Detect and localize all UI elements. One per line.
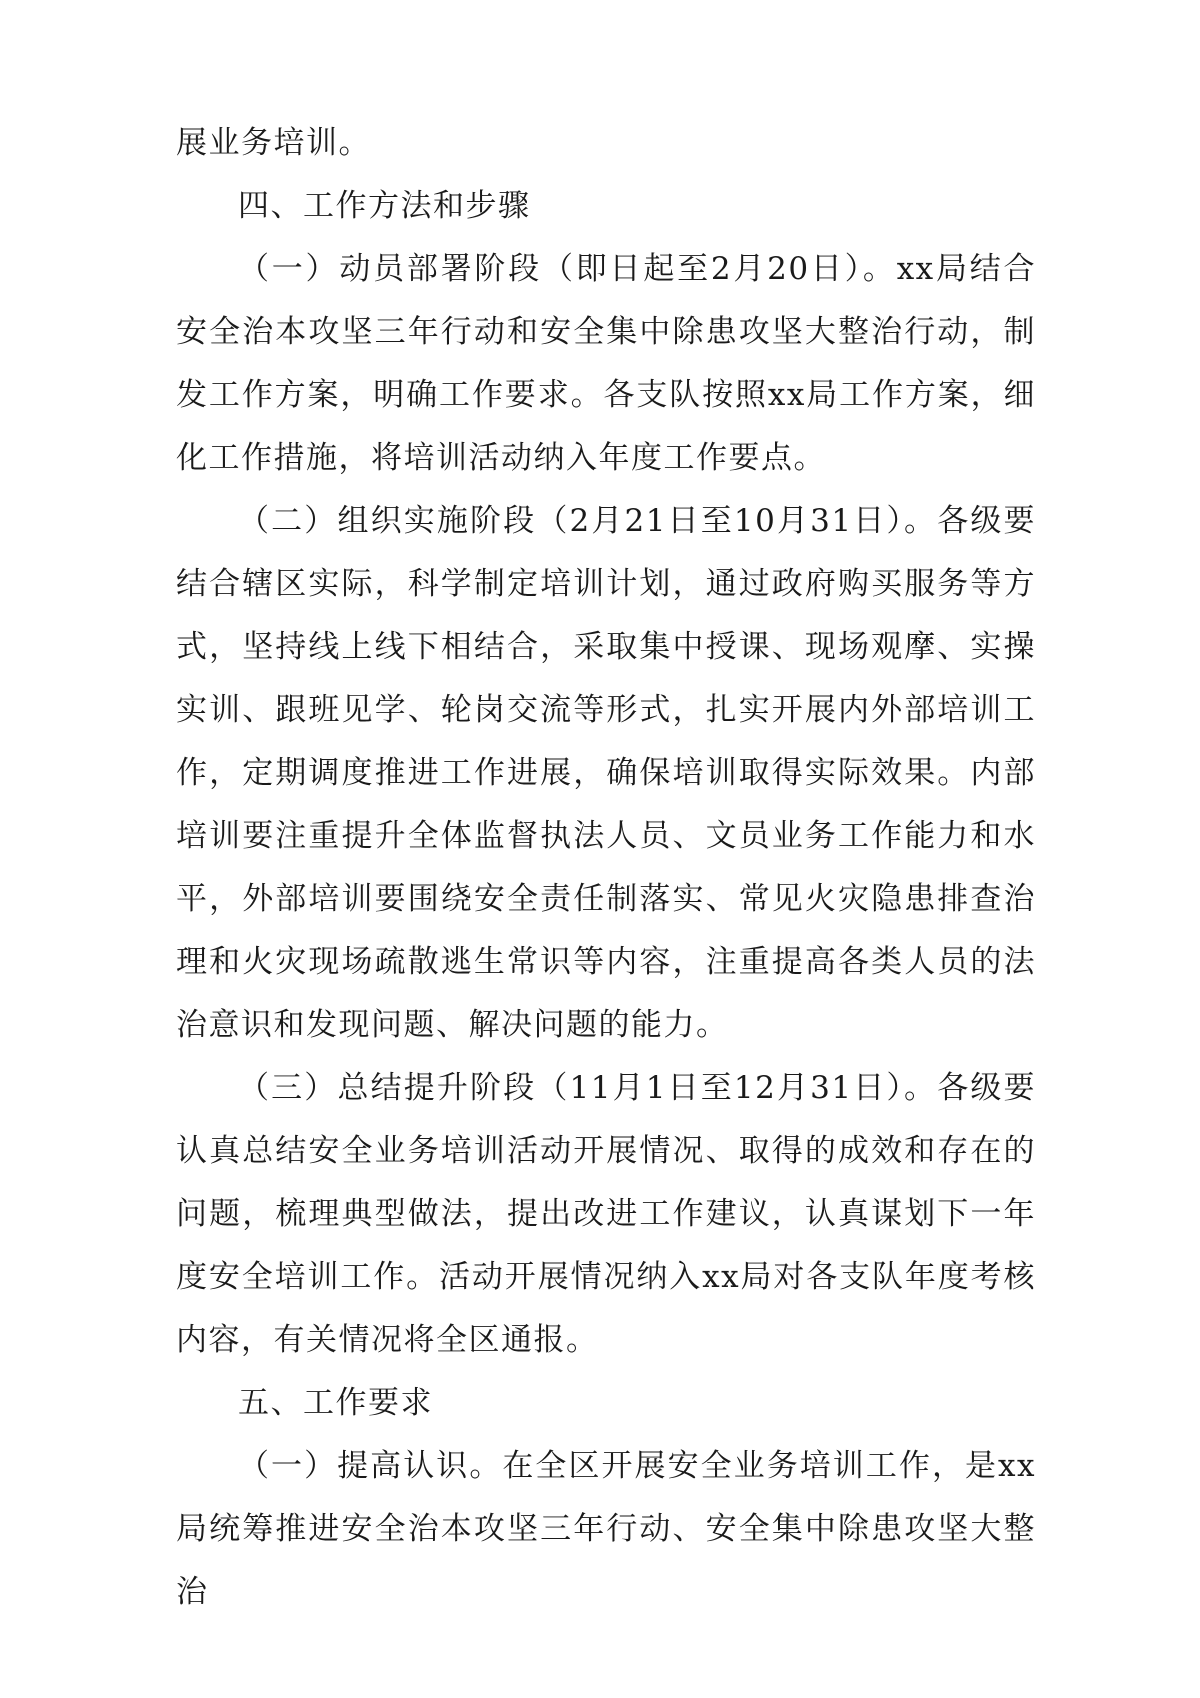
paragraph-summary-stage: （三）总结提升阶段（11月1日至12月31日）。各级要认真总结安全业务培训活动开展情况、取得的成效和存在的问题，梳理典型做法，提出改进工作建议，认真谋划下一年度安全培训工作。活动开展情况纳入xx局对各支队年度考核内容，有关情况将全区通报。 [176,1070,1036,1358]
section-heading-requirements: 五、工作要求 [238,1385,433,1421]
paragraph-mobilization-stage: （一）动员部署阶段（即日起至2月20日）。xx局结合安全治本攻坚三年行动和安全集中除患攻坚大整治行动，制发工作方案，明确工作要求。各支队按照xx局工作方案，细化工作措施，将培训活动纳入年度工作要点。 [176,251,1036,476]
paragraph-continuation: 展业务培训。 [176,125,371,161]
paragraph-raise-awareness: （一）提高认识。在全区开展安全业务培训工作，是xx局统筹推进安全治本攻坚三年行动、安全集中除患攻坚大整治 [176,1448,1036,1610]
paragraph-implementation-stage: （二）组织实施阶段（2月21日至10月31日）。各级要结合辖区实际，科学制定培训计划，通过政府购买服务等方式，坚持线上线下相结合，采取集中授课、现场观摩、实操实训、跟班见学、轮岗交流等形式，扎实开展内外部培训工作，定期调度推进工作进展，确保培训取得实际效果。内部培训要注重提升全体监督执法人员、文员业务工作能力和水平，外部培训要围绕安全责任制落实、常见火灾隐患排查治理和火灾现场疏散逃生常识等内容，注重提高各类人员的法治意识和发现问题、解决问题的能力。 [176,503,1036,1043]
section-heading-methods: 四、工作方法和步骤 [238,188,531,224]
document-body [176,112,1036,1624]
